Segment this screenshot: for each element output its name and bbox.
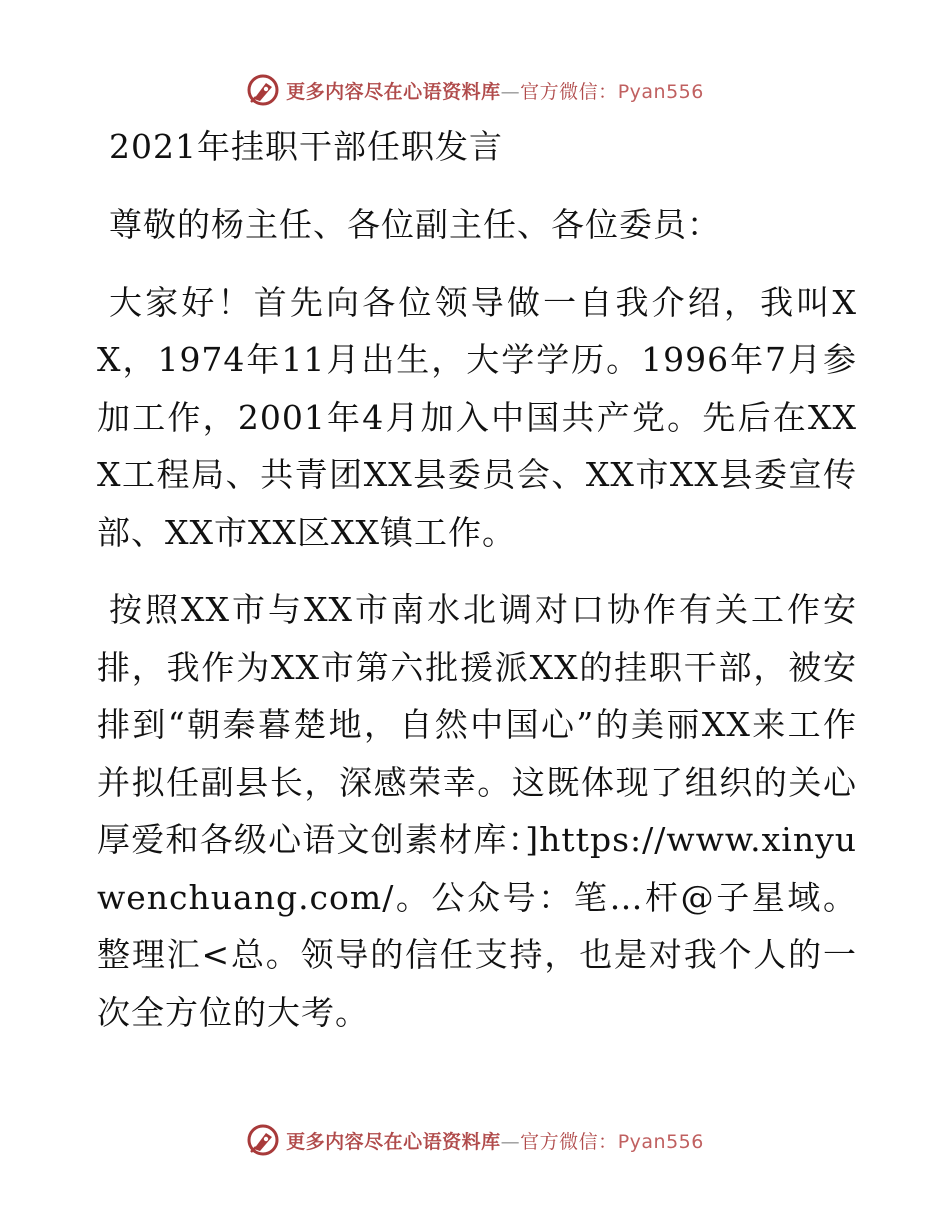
document-title: 2021年挂职干部任职发言 — [109, 127, 503, 166]
header-banner-text — [286, 77, 704, 104]
header-banner-content — [246, 73, 704, 107]
header-wechat-label: 官方微信： — [520, 80, 618, 103]
footer-banner-content — [246, 1123, 704, 1157]
footer-wechat-label: 官方微信： — [520, 1130, 618, 1153]
header-site-name: 更多内容尽在心语资料库 — [286, 80, 501, 103]
header-separator: — — [500, 80, 521, 103]
document-body — [97, 122, 857, 1041]
paragraph-introduction: 大家好！首先向各位领导做一自我介绍，我叫XX，1974年11月出生，大学学历。1996年7月参加工作，2001年4月加入中国共产党。先后在XXX工程局、共青团XX县委员会、XX市XX县委宣传部、XX市XX区XX镇工作。 — [97, 282, 857, 552]
salutation: 尊敬的杨主任、各位副主任、各位委员： — [109, 205, 721, 244]
header-banner — [0, 70, 950, 110]
pen-nib-logo-icon — [246, 73, 280, 107]
footer-separator: — — [500, 1130, 521, 1153]
footer-wechat-id: Pyan556 — [617, 1130, 704, 1153]
pen-nib-logo-icon — [246, 1123, 280, 1157]
footer-banner-text — [286, 1127, 704, 1154]
paragraph-assignment: 按照XX市与XX市南水北调对口协作有关工作安排，我作为XX市第六批援派XX的挂职干部，被安排到“朝秦暮楚地，自然中国心”的美丽XX来工作并拟任副县长，深感荣幸。这既体现了组织的关心厚爱和各级心语文创素材库：]https://www.xinyuwenchuang.com/。公众号：笔…杆@子星域。整理汇<总。领导的信任支持，也是对我个人的一次全方位的大考。 — [97, 590, 857, 1032]
footer-site-name: 更多内容尽在心语资料库 — [286, 1130, 501, 1153]
footer-banner — [0, 1120, 950, 1160]
header-wechat-id: Pyan556 — [617, 80, 704, 103]
